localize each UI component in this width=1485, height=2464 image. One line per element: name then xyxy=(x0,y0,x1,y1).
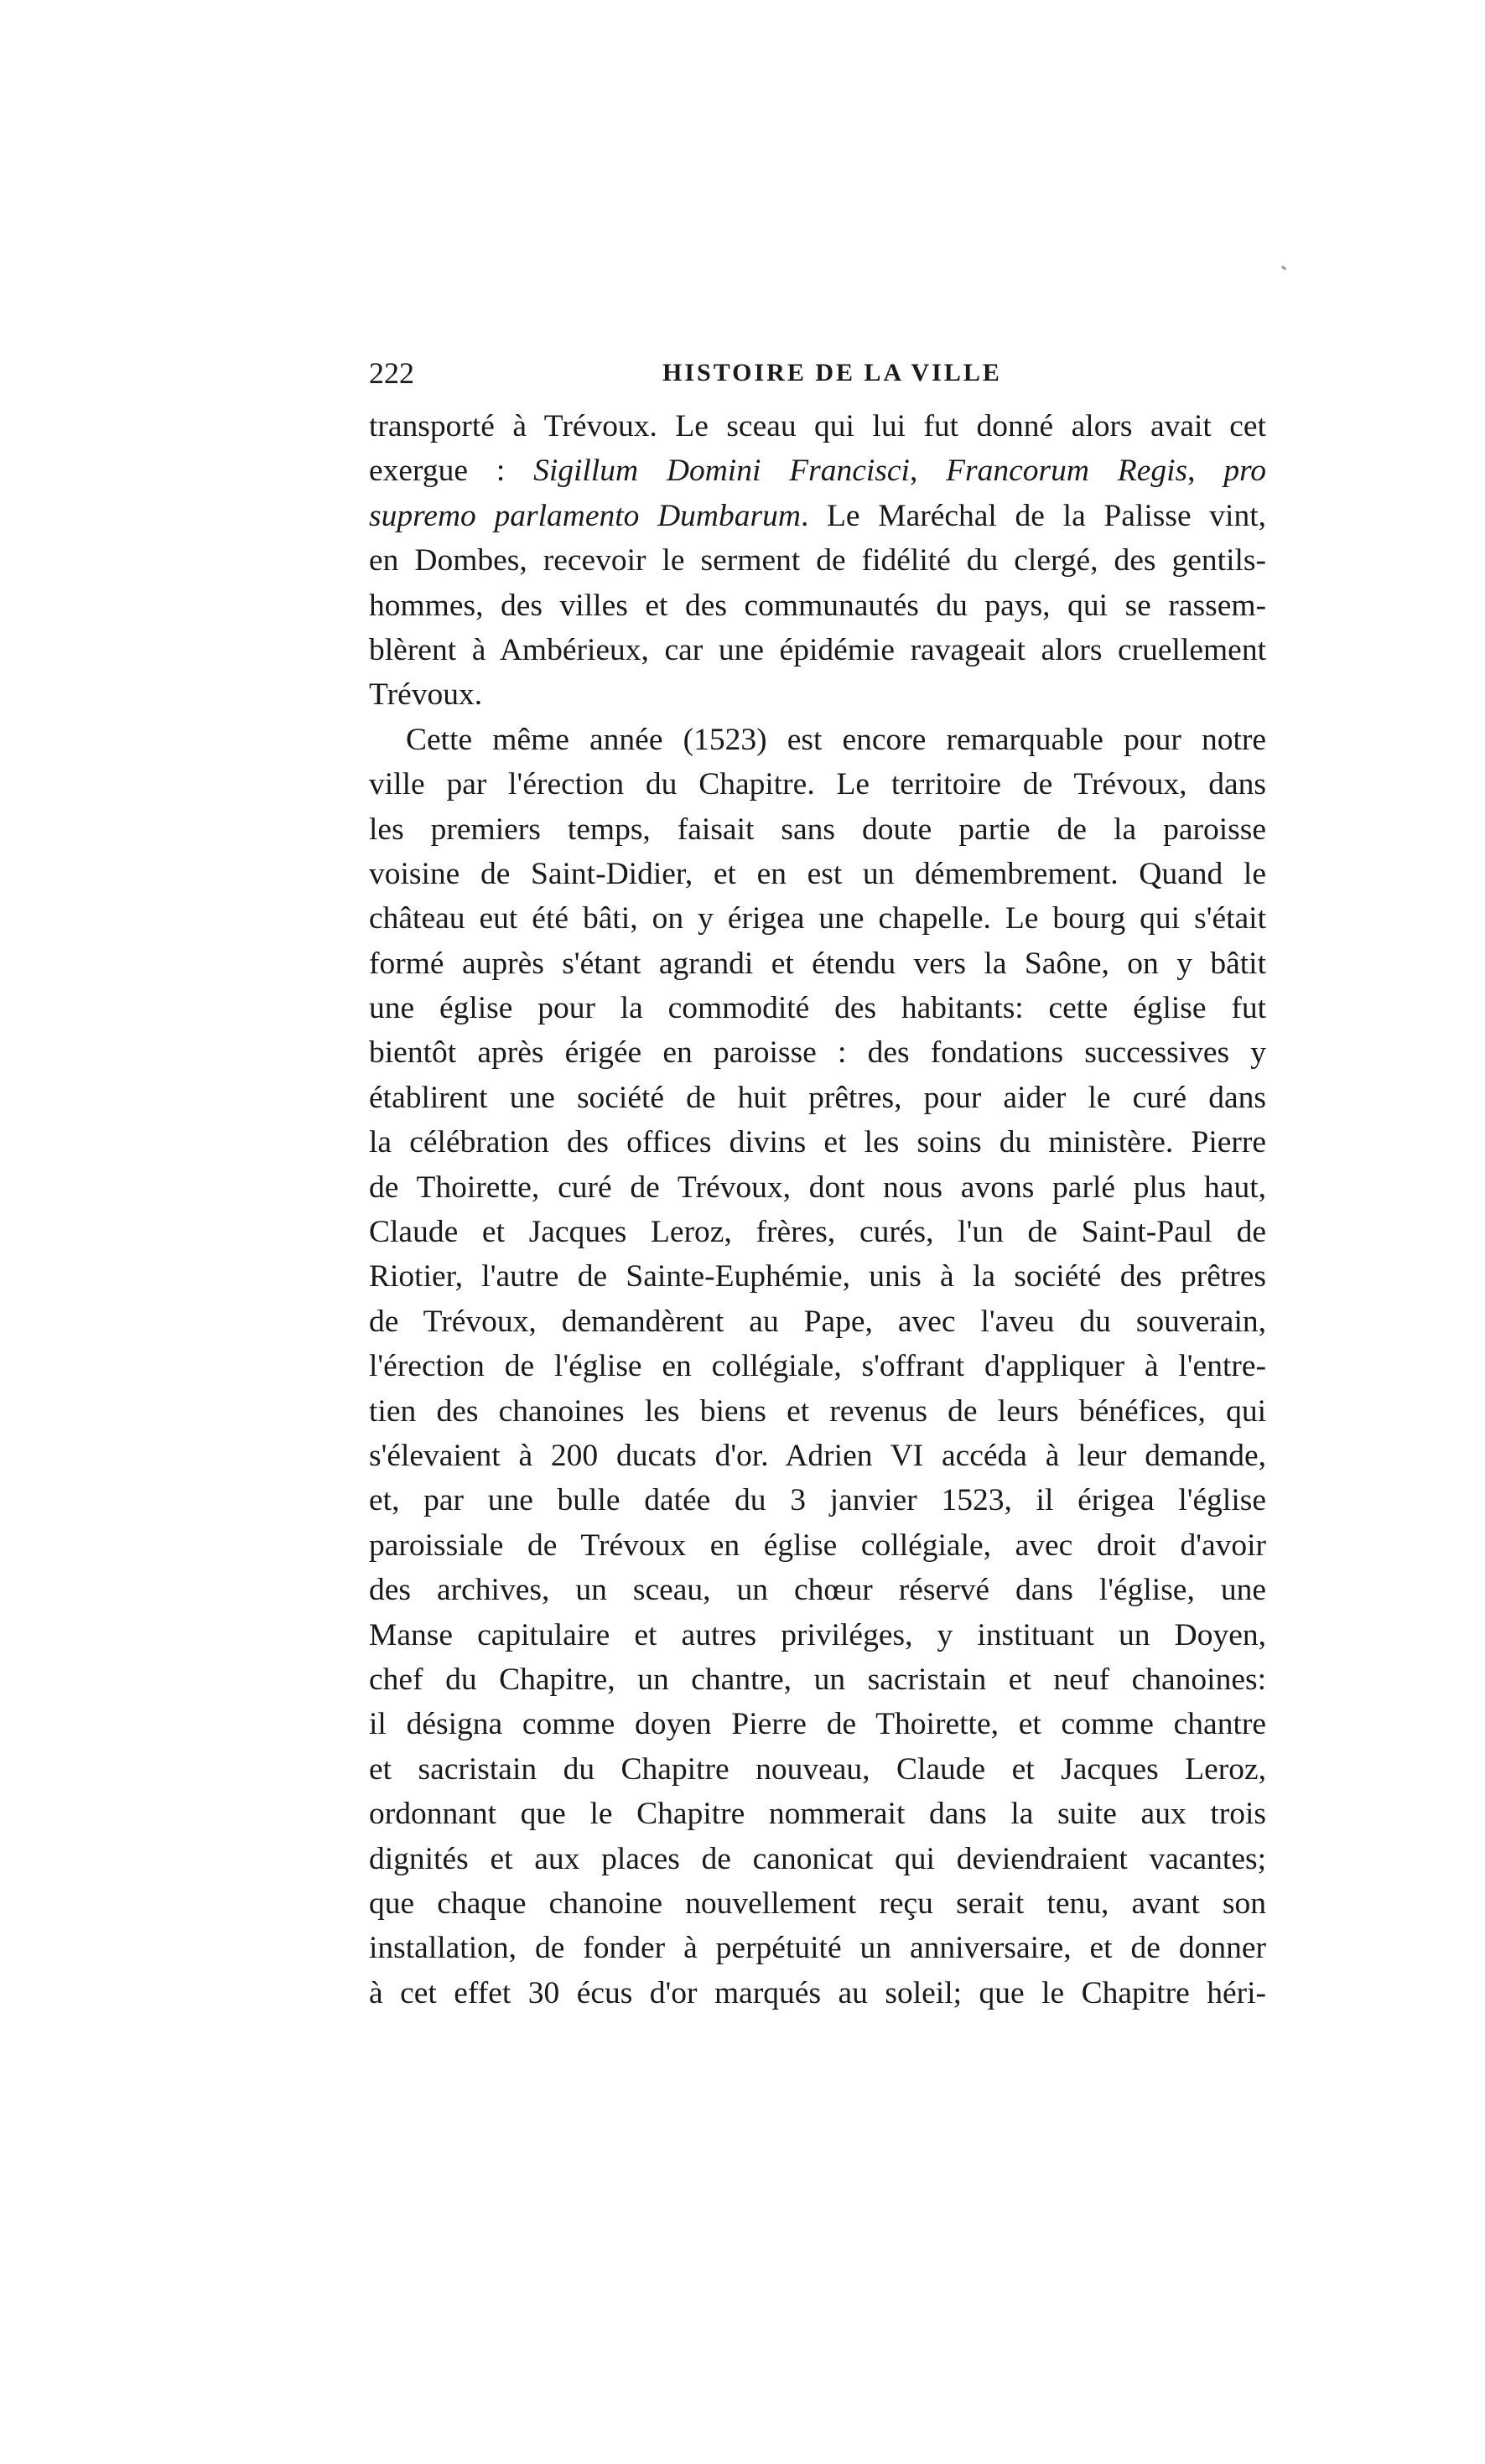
italic-latin-phrase: Francorum Regis xyxy=(946,454,1188,489)
body-text xyxy=(369,404,1266,2015)
text-line-italic-mixed xyxy=(369,449,1266,493)
paragraph-start-line: Cette même année (1523) est encore remarquable pour notre xyxy=(406,722,1266,757)
text-line: en Dombes, recevoir le serment de fidélité du clergé, des gentils- xyxy=(369,543,1266,578)
running-title: HISTOIRE DE LA VILLE xyxy=(662,359,1002,386)
text-line: il désigna comme doyen Pierre de Thoirette, et comme chantre xyxy=(369,1707,1266,1742)
text-line: à cet effet 30 écus d'or marqués au soleil; que le Chapitre héri- xyxy=(369,1975,1266,2010)
text-line: une église pour la commodité des habitants: cette église fut xyxy=(369,991,1266,1026)
text-line: de Trévoux, demandèrent au Pape, avec l'aveu du souverain, xyxy=(369,1304,1266,1339)
text-line: château eut été bâti, on y érigea une chapelle. Le bourg qui s'était xyxy=(369,901,1266,936)
text-line: Claude et Jacques Leroz, frères, curés, l'un de Saint-Paul de xyxy=(369,1215,1266,1250)
text-line: transporté à Trévoux. Le sceau qui lui fut donné alors avait cet xyxy=(369,409,1266,444)
text-line: ordonnant que le Chapitre nommerait dans la suite aux trois xyxy=(369,1797,1266,1832)
text-segment: , xyxy=(1187,454,1224,489)
text-line: que chaque chanoine nouvellement reçu serait tenu, avant son xyxy=(369,1886,1266,1921)
text-segment: exergue : xyxy=(369,454,534,489)
text-line: hommes, des villes et des communautés du pays, qui se rassem- xyxy=(369,588,1266,623)
text-line: et, par une bulle datée du 3 janvier 1523, il érigea l'église xyxy=(369,1483,1266,1518)
text-line: des archives, un sceau, un chœur réservé dans l'église, une xyxy=(369,1573,1266,1608)
italic-latin-phrase: pro xyxy=(1223,454,1266,489)
text-line: l'érection de l'église en collégiale, s'offrant d'appliquer à l'entre- xyxy=(369,1349,1266,1384)
text-line: ville par l'érection du Chapitre. Le territoire de Trévoux, dans xyxy=(369,767,1266,802)
text-line: les premiers temps, faisait sans doute partie de la paroisse xyxy=(369,812,1266,847)
text-line: chef du Chapitre, un chantre, un sacristain et neuf chanoines: xyxy=(369,1662,1266,1697)
text-line: tien des chanoines les biens et revenus de leurs bénéfices, qui xyxy=(369,1393,1266,1429)
stray-mark xyxy=(1281,266,1287,271)
text-line: Manse capitulaire et autres priviléges, y instituant un Doyen, xyxy=(369,1617,1266,1652)
text-line: formé auprès s'étant agrandi et étendu vers la Saône, on y bâtit xyxy=(369,946,1266,981)
text-line: la célébration des offices divins et les soins du ministère. Pierre xyxy=(369,1125,1266,1160)
text-segment: , xyxy=(909,454,947,489)
text-line: installation, de fonder à perpétuité un anniversaire, et de donner xyxy=(369,1931,1266,1966)
text-line: blèrent à Ambérieux, car une épidémie ravageait alors cruellement xyxy=(369,632,1266,667)
text-line: établirent une société de huit prêtres, pour aider le curé dans xyxy=(369,1080,1266,1115)
italic-latin-phrase: supremo parlamento Dumbarum xyxy=(369,498,801,533)
italic-latin-phrase: Sigillum Domini Francisci xyxy=(533,454,910,489)
page-number: 222 xyxy=(369,356,414,390)
text-segment: . Le Maréchal de la Palisse vint, xyxy=(800,498,1266,533)
text-line-italic-mixed xyxy=(369,494,1266,538)
text-line: de Thoirette, curé de Trévoux, dont nous avons parlé plus haut, xyxy=(369,1170,1266,1205)
running-head xyxy=(369,352,1266,394)
text-line: paroissiale de Trévoux en église collégiale, avec droit d'avoir xyxy=(369,1528,1266,1563)
text-line: dignités et aux places de canonicat qui deviendraient vacantes; xyxy=(369,1841,1266,1876)
text-line: bientôt après érigée en paroisse : des fondations successives y xyxy=(369,1035,1266,1071)
text-line: Riotier, l'autre de Sainte-Euphémie, unis à la société des prêtres xyxy=(369,1259,1266,1294)
text-line: Trévoux. xyxy=(369,677,483,713)
text-line: voisine de Saint-Didier, et en est un démembrement. Quand le xyxy=(369,856,1266,891)
text-line: et sacristain du Chapitre nouveau, Claude et Jacques Leroz, xyxy=(369,1751,1266,1787)
text-line: s'élevaient à 200 ducats d'or. Adrien VI accéda à leur demande, xyxy=(369,1438,1266,1473)
